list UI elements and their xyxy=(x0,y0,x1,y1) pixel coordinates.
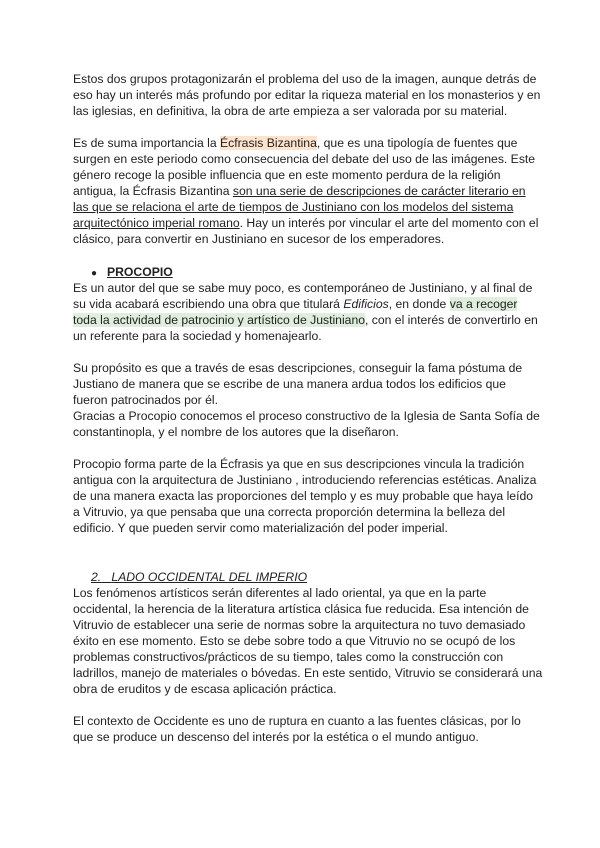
paragraph-contexto: El contexto de Occidente es uno de ruptura en cuanto a las fuentes clásicas, por lo que se produce un descenso del interés por la estética o el mundo antiguo. xyxy=(73,714,521,744)
paragraph-proposito: Su propósito es que a través de esas descripciones, conseguir la fama póstuma de Justiano de manera que se escribe de una manera ardua todos los edificios que fueron patrocinados por él. xyxy=(73,361,523,407)
text-segment: Es de suma importancia la xyxy=(73,136,220,150)
italic-title: Edificios xyxy=(343,297,389,311)
paragraph-procopio-ecfrasis: Procopio forma parte de la Écfrasis ya que en sus descripciones vincula la tradición antigua con la arquitectura de Justiniano , introduciendo referencias estéticas. Analiza de una manera exacta las proporciones del templo y es muy probable que haya leído a Vitruvio, ya que pensaba que una correcta proporción determina la belleza del edificio. Y que pueden servir como materialización del poder imperial. xyxy=(73,457,537,535)
paragraph-procopio xyxy=(73,280,543,344)
paragraph-ecfrasis xyxy=(73,135,543,247)
text-segment: , con el interés de convertirlo en un referente para la sociedad y homenajearlo. xyxy=(73,313,538,343)
text-segment: . Hay un interés por vincular el arte del momento con el clásico, para convertir en Justiniano en sucesor de los emperadores. xyxy=(73,216,539,246)
text-segment: Es un autor del que se sabe muy poco, es contemporáneo de Justiniano, y al final de su vida acabará escribiendo una obra que titulará xyxy=(73,281,533,311)
underlined-text: son una serie de descripciones de carácter literario en las que se relaciona el arte de tiempos de Justiniano con los modelos del sistema arquitectónico imperial romano xyxy=(73,184,526,230)
paragraph-occidental: Los fenómenos artísticos serán diferentes al lado oriental, ya que en la parte occidental, la herencia de la literatura artística clásica fue reducida. Esa intención de Vitruvio de establecer una serie de normas sobre la arquitectura no tuvo demasiado éxito en ese momento. Esto se debe sobre todo a que Vitruvio no se ocupó de los problemas constructivos/prácticos de su tiempo, tales como la construcción con ladrillos, manejo de materiales o bóvedas. En este sentido, Vitruvio se considerará una obra de eruditos y de escasa aplicación práctica. xyxy=(73,586,543,696)
section-heading-label: LADO OCCIDENTAL DEL IMPERIO xyxy=(111,570,308,584)
text-segment: , que es una tipología de fuentes que surgen en este periodo como consecuencia del debate del uso de las imágenes. Este género recoge la posible influencia que en este momento perdura de la religión antigua, la Écfrasis Bizantina xyxy=(73,136,536,198)
highlighted-text: va a recoger toda la actividad de patrocinio y artístico de Justiniano xyxy=(73,297,518,327)
section-number: 2. xyxy=(91,570,102,584)
text-segment: , en donde xyxy=(388,297,450,311)
paragraph-intro: Estos dos grupos protagonizarán el problema del uso de la imagen, aunque detrás de eso hay un interés más profundo por editar la riqueza material en los monasterios y en las iglesias, en definitiva, la obra de arte empieza a ser valorada por su material. xyxy=(73,72,541,118)
paragraph-santa-sofia: Gracias a Procopio conocemos el proceso constructivo de la Iglesia de Santa Sofía de constantinopla, y el nombre de los autores que la diseñaron. xyxy=(73,409,540,439)
section-heading-lado-occidental xyxy=(91,569,307,585)
highlighted-term: Écfrasis Bizantina xyxy=(220,136,317,150)
bullet-icon: ● xyxy=(91,268,98,279)
bullet-heading-label: PROCOPIO xyxy=(107,265,173,279)
